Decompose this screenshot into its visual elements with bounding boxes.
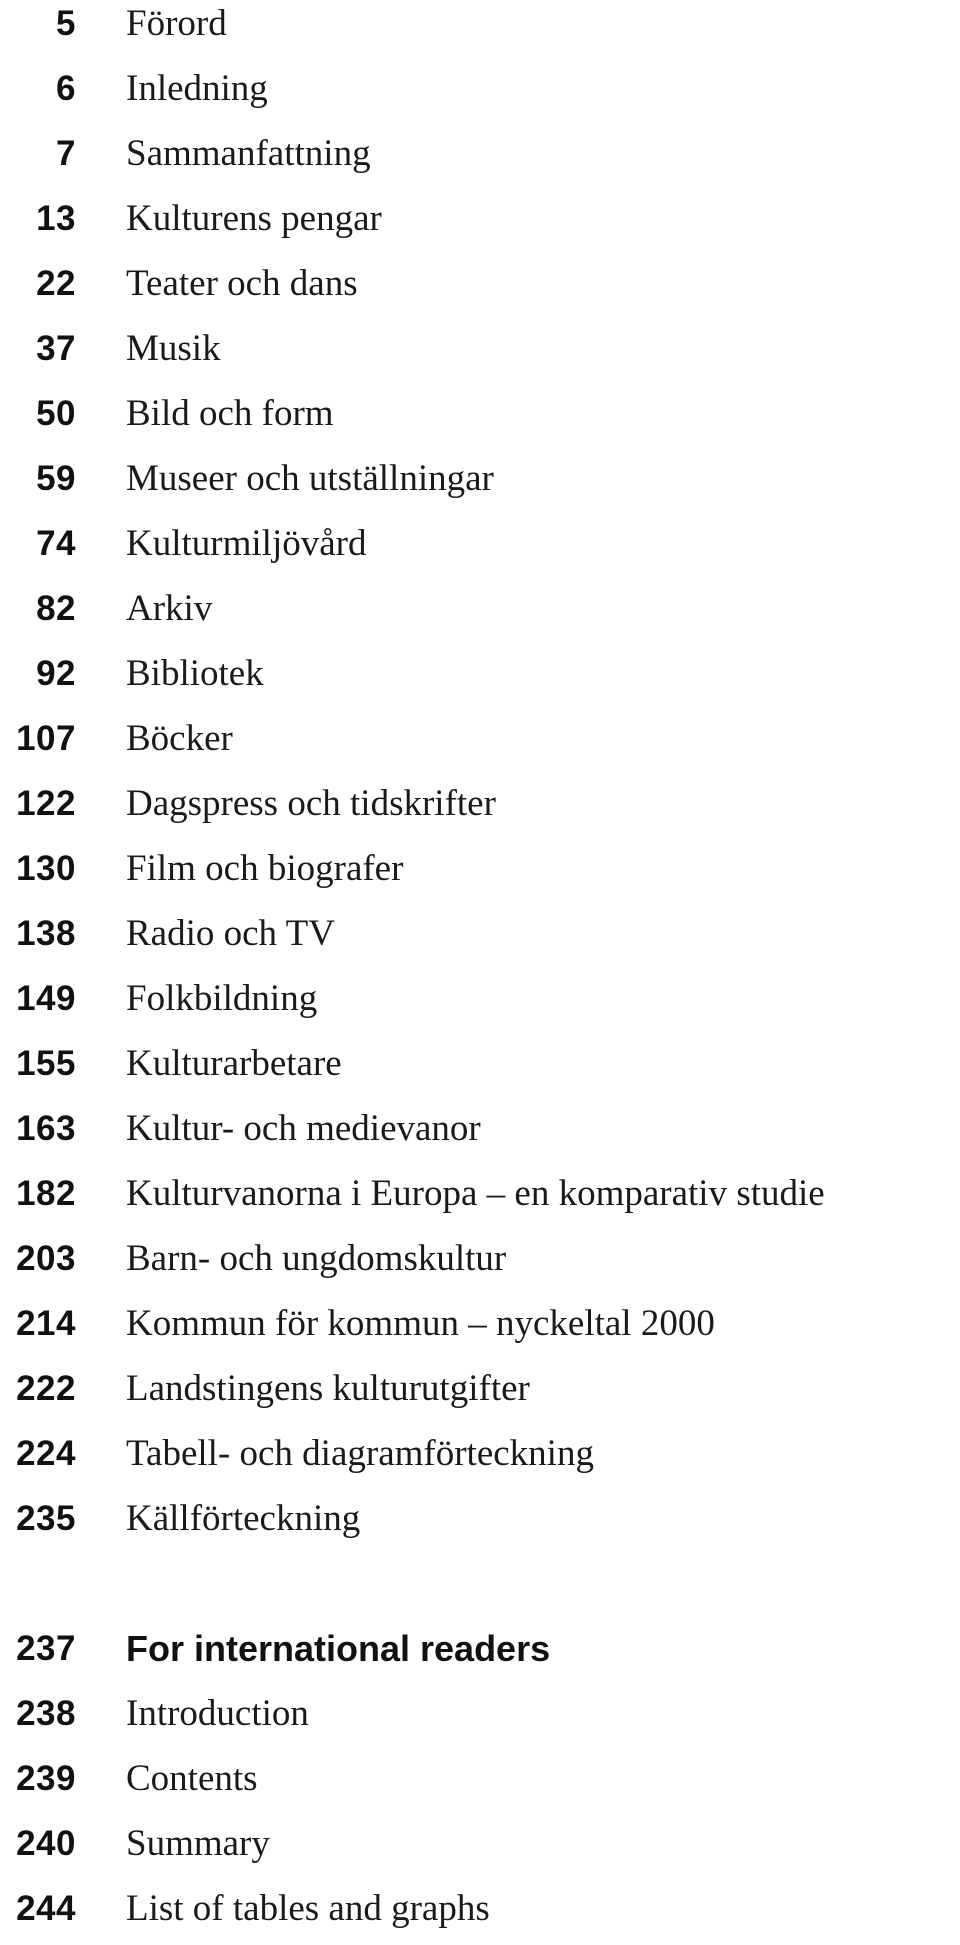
entry-title: Teater och dans bbox=[126, 263, 358, 304]
toc-entry[interactable] bbox=[0, 1365, 960, 1425]
page-number: 214 bbox=[16, 1304, 76, 1343]
entry-title: Film och biografer bbox=[126, 848, 404, 889]
page-number: 22 bbox=[36, 264, 76, 303]
section-heading-title: For international readers bbox=[126, 1628, 551, 1669]
entry-title: Bibliotek bbox=[126, 653, 264, 694]
toc-entry[interactable] bbox=[0, 195, 960, 255]
entry-title: Barn- och ungdomskultur bbox=[126, 1238, 507, 1279]
entry-title: Radio och TV bbox=[126, 913, 335, 954]
toc-section-heading[interactable] bbox=[0, 1625, 960, 1685]
entry-title: Bild och form bbox=[126, 393, 334, 434]
entry-title: Sammanfattning bbox=[126, 133, 371, 174]
toc-entry[interactable] bbox=[0, 1300, 960, 1360]
page-number: 163 bbox=[16, 1109, 76, 1148]
toc-entry[interactable] bbox=[0, 1170, 960, 1230]
toc-entry[interactable] bbox=[0, 910, 960, 970]
page-number: 149 bbox=[16, 979, 76, 1018]
entry-title: Contents bbox=[126, 1758, 258, 1799]
page-number: 59 bbox=[36, 459, 76, 498]
toc-entry[interactable] bbox=[0, 1885, 960, 1945]
entry-title: Dagspress och tidskrifter bbox=[126, 783, 496, 824]
toc-entry[interactable] bbox=[0, 455, 960, 515]
toc-entry[interactable] bbox=[0, 715, 960, 775]
page-number: 82 bbox=[36, 589, 76, 628]
page-number: 224 bbox=[16, 1434, 76, 1473]
entry-title: Böcker bbox=[126, 718, 233, 759]
toc-entry[interactable] bbox=[0, 780, 960, 840]
page-number: 182 bbox=[16, 1174, 76, 1213]
page-number: 239 bbox=[16, 1759, 76, 1798]
entry-title: Folkbildning bbox=[126, 978, 318, 1019]
entry-title: Källförteckning bbox=[126, 1498, 361, 1539]
toc-entry[interactable] bbox=[0, 520, 960, 580]
entry-title: Kulturvanorna i Europa – en komparativ studie bbox=[126, 1173, 825, 1214]
toc-entry[interactable] bbox=[0, 1105, 960, 1165]
entry-title: Tabell- och diagramförteckning bbox=[126, 1433, 594, 1474]
toc-entry[interactable] bbox=[0, 325, 960, 385]
toc-entry[interactable] bbox=[0, 1235, 960, 1295]
entry-title: Arkiv bbox=[126, 588, 213, 629]
toc-entry[interactable] bbox=[0, 650, 960, 710]
toc-entry[interactable] bbox=[0, 975, 960, 1035]
entry-title: Kulturens pengar bbox=[126, 198, 382, 239]
toc-entry[interactable] bbox=[0, 390, 960, 450]
page-number: 74 bbox=[36, 524, 76, 563]
page-number: 6 bbox=[56, 69, 76, 108]
entry-title: Landstingens kulturutgifter bbox=[126, 1368, 530, 1409]
page-number: 5 bbox=[56, 4, 76, 43]
page-number: 238 bbox=[16, 1694, 76, 1733]
page-number: 130 bbox=[16, 849, 76, 888]
toc-entry[interactable] bbox=[0, 1755, 960, 1815]
page-number: 13 bbox=[36, 199, 76, 238]
toc-entry[interactable] bbox=[0, 1495, 960, 1555]
entry-title: Inledning bbox=[126, 68, 268, 109]
page-number: 244 bbox=[16, 1889, 76, 1928]
page-number: 7 bbox=[56, 134, 76, 173]
page-number: 237 bbox=[16, 1629, 76, 1668]
toc-entry[interactable] bbox=[0, 1040, 960, 1100]
page-number: 235 bbox=[16, 1499, 76, 1538]
toc-entry[interactable] bbox=[0, 1690, 960, 1750]
page-number: 155 bbox=[16, 1044, 76, 1083]
entry-title: Kultur- och medievanor bbox=[126, 1108, 481, 1149]
toc-entry[interactable] bbox=[0, 130, 960, 190]
toc-entry[interactable] bbox=[0, 1430, 960, 1490]
page-number: 122 bbox=[16, 784, 76, 823]
toc-entry[interactable] bbox=[0, 585, 960, 645]
page-number: 222 bbox=[16, 1369, 76, 1408]
entry-title: Museer och utställningar bbox=[126, 458, 494, 499]
entry-title: Kulturmiljövård bbox=[126, 523, 367, 564]
page-number: 50 bbox=[36, 394, 76, 433]
toc-entry[interactable] bbox=[0, 65, 960, 125]
toc-entry[interactable] bbox=[0, 0, 960, 60]
toc-entry[interactable] bbox=[0, 260, 960, 320]
entry-title: Introduction bbox=[126, 1693, 309, 1734]
page-number: 92 bbox=[36, 654, 76, 693]
entry-title: List of tables and graphs bbox=[126, 1888, 490, 1929]
entry-title: Summary bbox=[126, 1823, 270, 1864]
toc-entry[interactable] bbox=[0, 845, 960, 905]
entry-title: Musik bbox=[126, 328, 221, 369]
entry-title: Förord bbox=[126, 3, 227, 44]
toc-entry[interactable] bbox=[0, 1820, 960, 1880]
page-number: 107 bbox=[16, 719, 76, 758]
entry-title: Kulturarbetare bbox=[126, 1043, 342, 1084]
page-number: 240 bbox=[16, 1824, 76, 1863]
page-number: 37 bbox=[36, 329, 76, 368]
page-number: 203 bbox=[16, 1239, 76, 1278]
entry-title: Kommun för kommun – nyckeltal 2000 bbox=[126, 1303, 715, 1344]
page-number: 138 bbox=[16, 914, 76, 953]
